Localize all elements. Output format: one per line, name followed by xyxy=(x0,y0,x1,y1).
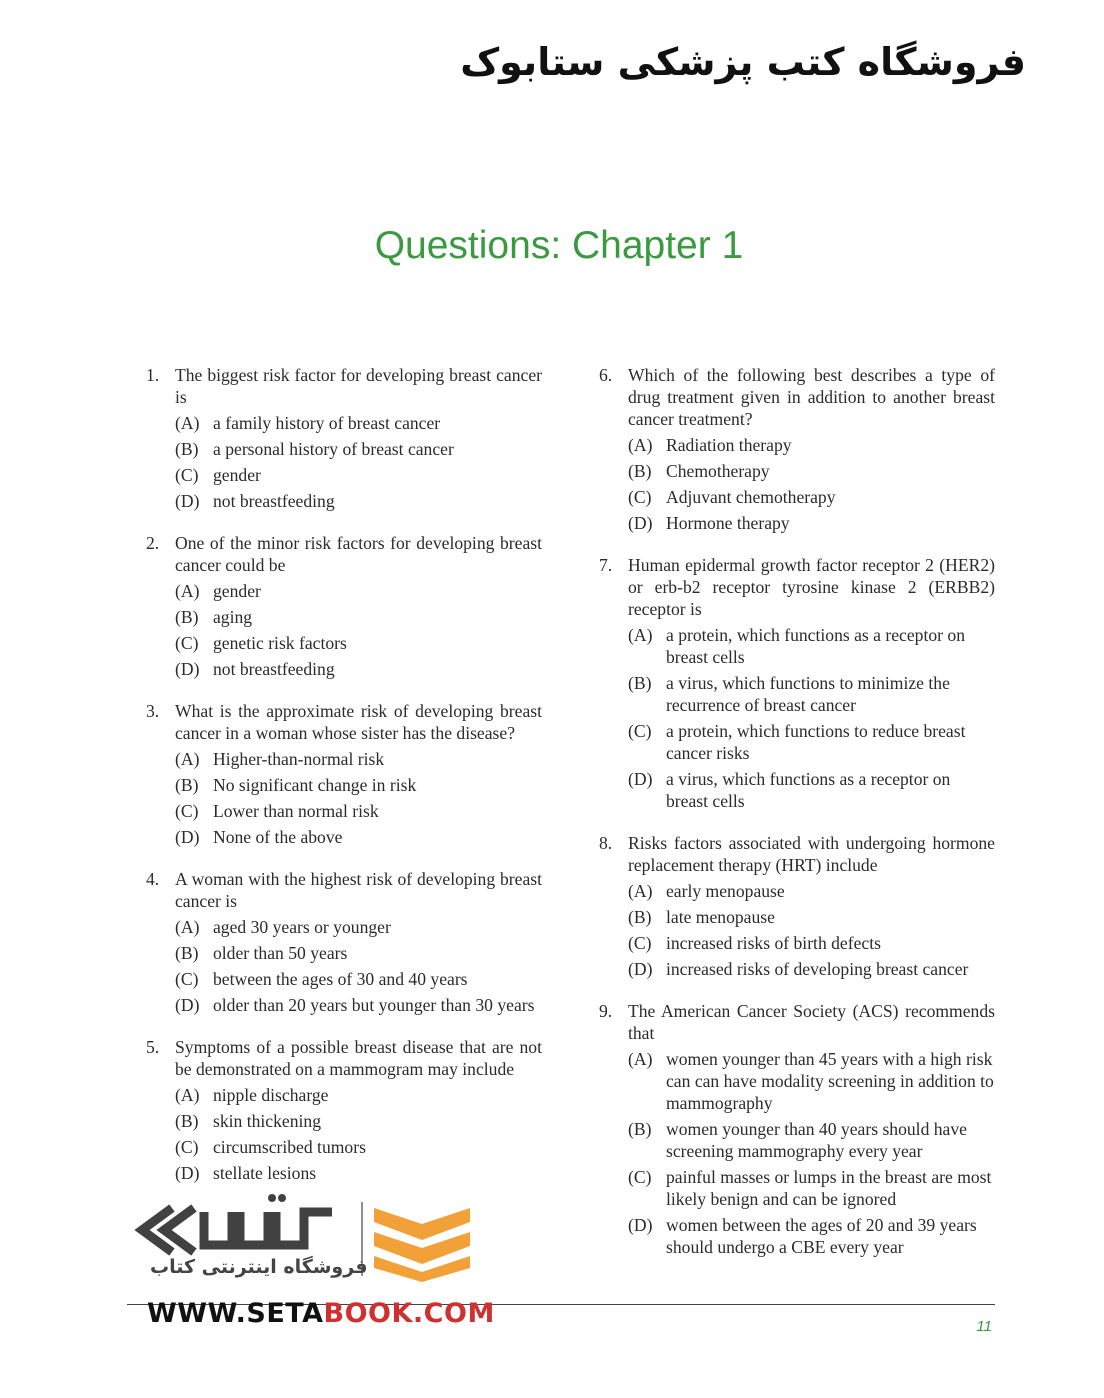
question-item xyxy=(146,868,542,1016)
option-label: (B) xyxy=(628,461,652,481)
option-text: increased risks of birth defects xyxy=(666,933,881,953)
option-label: (A) xyxy=(175,917,200,937)
answer-option xyxy=(175,1136,542,1158)
option-label: (D) xyxy=(175,1163,200,1183)
option-label: (D) xyxy=(175,827,200,847)
answer-option xyxy=(175,464,542,486)
answer-option xyxy=(628,672,995,716)
question-number: 2. xyxy=(146,533,160,553)
answer-option xyxy=(175,994,542,1016)
option-text: genetic risk factors xyxy=(213,633,347,653)
option-label: (B) xyxy=(175,439,199,459)
answer-option xyxy=(175,942,542,964)
question-stem xyxy=(146,1036,542,1080)
answer-option xyxy=(175,580,542,602)
option-text: early menopause xyxy=(666,881,785,901)
answer-option xyxy=(175,606,542,628)
question-text: Which of the following best describes a type of drug treatment given in addition to another breast cancer treatment? xyxy=(628,365,995,429)
option-label: (C) xyxy=(175,1137,199,1157)
question-number: 4. xyxy=(146,869,160,889)
answer-option xyxy=(175,968,542,990)
question-item xyxy=(146,364,542,512)
answer-option xyxy=(175,826,542,848)
option-label: (C) xyxy=(628,487,652,507)
option-text: nipple discharge xyxy=(213,1085,329,1105)
option-text: gender xyxy=(213,465,261,485)
option-text: gender xyxy=(213,581,261,601)
answer-option xyxy=(175,632,542,654)
answer-option xyxy=(628,1118,995,1162)
answer-option xyxy=(175,1084,542,1106)
answer-option xyxy=(628,460,995,482)
option-label: (B) xyxy=(628,673,652,693)
question-stem xyxy=(599,364,995,430)
option-text: painful masses or lumps in the breast are most likely benign and can be ignored xyxy=(666,1167,992,1209)
question-text: The biggest risk factor for developing breast cancer is xyxy=(175,365,542,407)
option-text: a family history of breast cancer xyxy=(213,413,441,433)
answer-option xyxy=(175,412,542,434)
option-label: (D) xyxy=(628,959,653,979)
watermark-persian-text: فروشگاه اینترنتی کتاب xyxy=(150,1256,368,1278)
question-number: 6. xyxy=(599,365,613,385)
option-text: Hormone therapy xyxy=(666,513,790,533)
option-text: aged 30 years or younger xyxy=(213,917,391,937)
option-label: (A) xyxy=(628,881,653,901)
question-number: 8. xyxy=(599,833,613,853)
question-stem xyxy=(599,832,995,876)
option-text: No significant change in risk xyxy=(213,775,417,795)
option-text: Chemotherapy xyxy=(666,461,770,481)
question-stem xyxy=(599,554,995,620)
page-number: 11 xyxy=(976,1318,992,1335)
option-label: (A) xyxy=(175,1085,200,1105)
option-text: circumscribed tumors xyxy=(213,1137,366,1157)
option-text: not breastfeeding xyxy=(213,659,335,679)
option-label: (C) xyxy=(628,1167,652,1187)
answer-option xyxy=(628,720,995,764)
option-label: (D) xyxy=(175,659,200,679)
option-label: (C) xyxy=(175,633,199,653)
option-text: women between the ages of 20 and 39 years should undergo a CBE every year xyxy=(666,1215,977,1257)
option-label: (D) xyxy=(628,1215,653,1235)
question-text: Risks factors associated with undergoing hormone replacement therapy (HRT) include xyxy=(628,833,995,875)
option-text: women younger than 45 years with a high risk can can have modality screening in addition to mammography xyxy=(666,1049,994,1113)
option-label: (B) xyxy=(628,1119,652,1139)
question-text: What is the approximate risk of developing breast cancer in a woman whose sister has the disease? xyxy=(175,701,542,743)
question-number: 5. xyxy=(146,1037,160,1057)
option-text: a personal history of breast cancer xyxy=(213,439,454,459)
question-item xyxy=(146,700,542,848)
question-stem xyxy=(146,700,542,744)
answer-option xyxy=(175,774,542,796)
option-text: a virus, which functions to minimize the recurrence of breast cancer xyxy=(666,673,950,715)
option-text: a protein, which functions as a receptor on breast cells xyxy=(666,625,965,667)
option-label: (B) xyxy=(175,775,199,795)
option-text: Adjuvant chemotherapy xyxy=(666,487,836,507)
option-text: a protein, which functions to reduce breast cancer risks xyxy=(666,721,966,763)
question-text: Symptoms of a possible breast disease that are not be demonstrated on a mammogram may include xyxy=(175,1037,542,1079)
question-text: One of the minor risk factors for developing breast cancer could be xyxy=(175,533,542,575)
option-label: (A) xyxy=(175,749,200,769)
answer-option xyxy=(628,486,995,508)
footer-website[interactable] xyxy=(147,1298,495,1329)
answer-option xyxy=(175,800,542,822)
question-number: 3. xyxy=(146,701,160,721)
answer-option xyxy=(628,434,995,456)
answer-option xyxy=(175,490,542,512)
option-label: (D) xyxy=(175,491,200,511)
persian-store-title: فروشگاه کتب پزشکی ستابوک xyxy=(460,40,1026,84)
option-label: (C) xyxy=(175,465,199,485)
site-part-2: BOOK.COM xyxy=(323,1298,495,1329)
option-label: (A) xyxy=(628,1049,653,1069)
answer-option xyxy=(628,624,995,668)
questions-column-left xyxy=(146,364,542,1204)
option-text: older than 50 years xyxy=(213,943,348,963)
question-number: 9. xyxy=(599,1001,613,1021)
answer-option xyxy=(628,512,995,534)
option-text: skin thickening xyxy=(213,1111,321,1131)
option-label: (B) xyxy=(175,943,199,963)
answer-option xyxy=(628,1166,995,1210)
answer-option xyxy=(628,958,995,980)
option-label: (D) xyxy=(628,513,653,533)
question-item xyxy=(599,554,995,812)
question-stem xyxy=(599,1000,995,1044)
option-label: (B) xyxy=(628,907,652,927)
question-item xyxy=(599,832,995,980)
answer-option xyxy=(175,916,542,938)
option-text: a virus, which functions as a receptor on breast cells xyxy=(666,769,951,811)
option-label: (C) xyxy=(175,969,199,989)
question-item xyxy=(599,364,995,534)
question-item xyxy=(146,1036,542,1184)
option-label: (A) xyxy=(175,581,200,601)
chapter-title: Questions: Chapter 1 xyxy=(374,224,744,267)
option-text: not breastfeeding xyxy=(213,491,335,511)
question-text: A woman with the highest risk of developing breast cancer is xyxy=(175,869,542,911)
option-text: between the ages of 30 and 40 years xyxy=(213,969,468,989)
option-text: older than 20 years but younger than 30 years xyxy=(213,995,535,1015)
answer-option xyxy=(175,1110,542,1132)
answer-option xyxy=(628,932,995,954)
question-text: Human epidermal growth factor receptor 2 (HER2) or erb-b2 receptor tyrosine kinase 2 (ERBB2) receptor is xyxy=(628,555,995,619)
question-item xyxy=(599,1000,995,1258)
option-text: increased risks of developing breast cancer xyxy=(666,959,969,979)
question-stem xyxy=(146,532,542,576)
answer-option xyxy=(175,658,542,680)
answer-option xyxy=(628,1048,995,1114)
option-label: (D) xyxy=(628,769,653,789)
questions-column-right xyxy=(599,364,995,1278)
answer-option xyxy=(175,748,542,770)
question-stem xyxy=(146,868,542,912)
option-label: (C) xyxy=(628,933,652,953)
option-label: (B) xyxy=(175,1111,199,1131)
site-part-1: WWW.SETA xyxy=(147,1298,324,1329)
question-text: The American Cancer Society (ACS) recommends that xyxy=(628,1001,995,1043)
option-text: None of the above xyxy=(213,827,343,847)
option-text: stellate lesions xyxy=(213,1163,317,1183)
option-text: Higher-than-normal risk xyxy=(213,749,385,769)
question-item xyxy=(146,532,542,680)
answer-option xyxy=(628,906,995,928)
question-number: 1. xyxy=(146,365,160,385)
option-text: aging xyxy=(213,607,253,627)
question-stem xyxy=(146,364,542,408)
option-label: (D) xyxy=(175,995,200,1015)
option-label: (C) xyxy=(175,801,199,821)
option-label: (B) xyxy=(175,607,199,627)
answer-option xyxy=(628,768,995,812)
question-number: 7. xyxy=(599,555,613,575)
option-text: Lower than normal risk xyxy=(213,801,379,821)
option-label: (A) xyxy=(175,413,200,433)
option-label: (A) xyxy=(628,435,653,455)
answer-option xyxy=(628,880,995,902)
option-text: late menopause xyxy=(666,907,775,927)
option-label: (A) xyxy=(628,625,653,645)
answer-option xyxy=(175,1162,542,1184)
option-text: women younger than 40 years should have screening mammography every year xyxy=(666,1119,967,1161)
option-text: Radiation therapy xyxy=(666,435,792,455)
answer-option xyxy=(628,1214,995,1258)
answer-option xyxy=(175,438,542,460)
option-label: (C) xyxy=(628,721,652,741)
